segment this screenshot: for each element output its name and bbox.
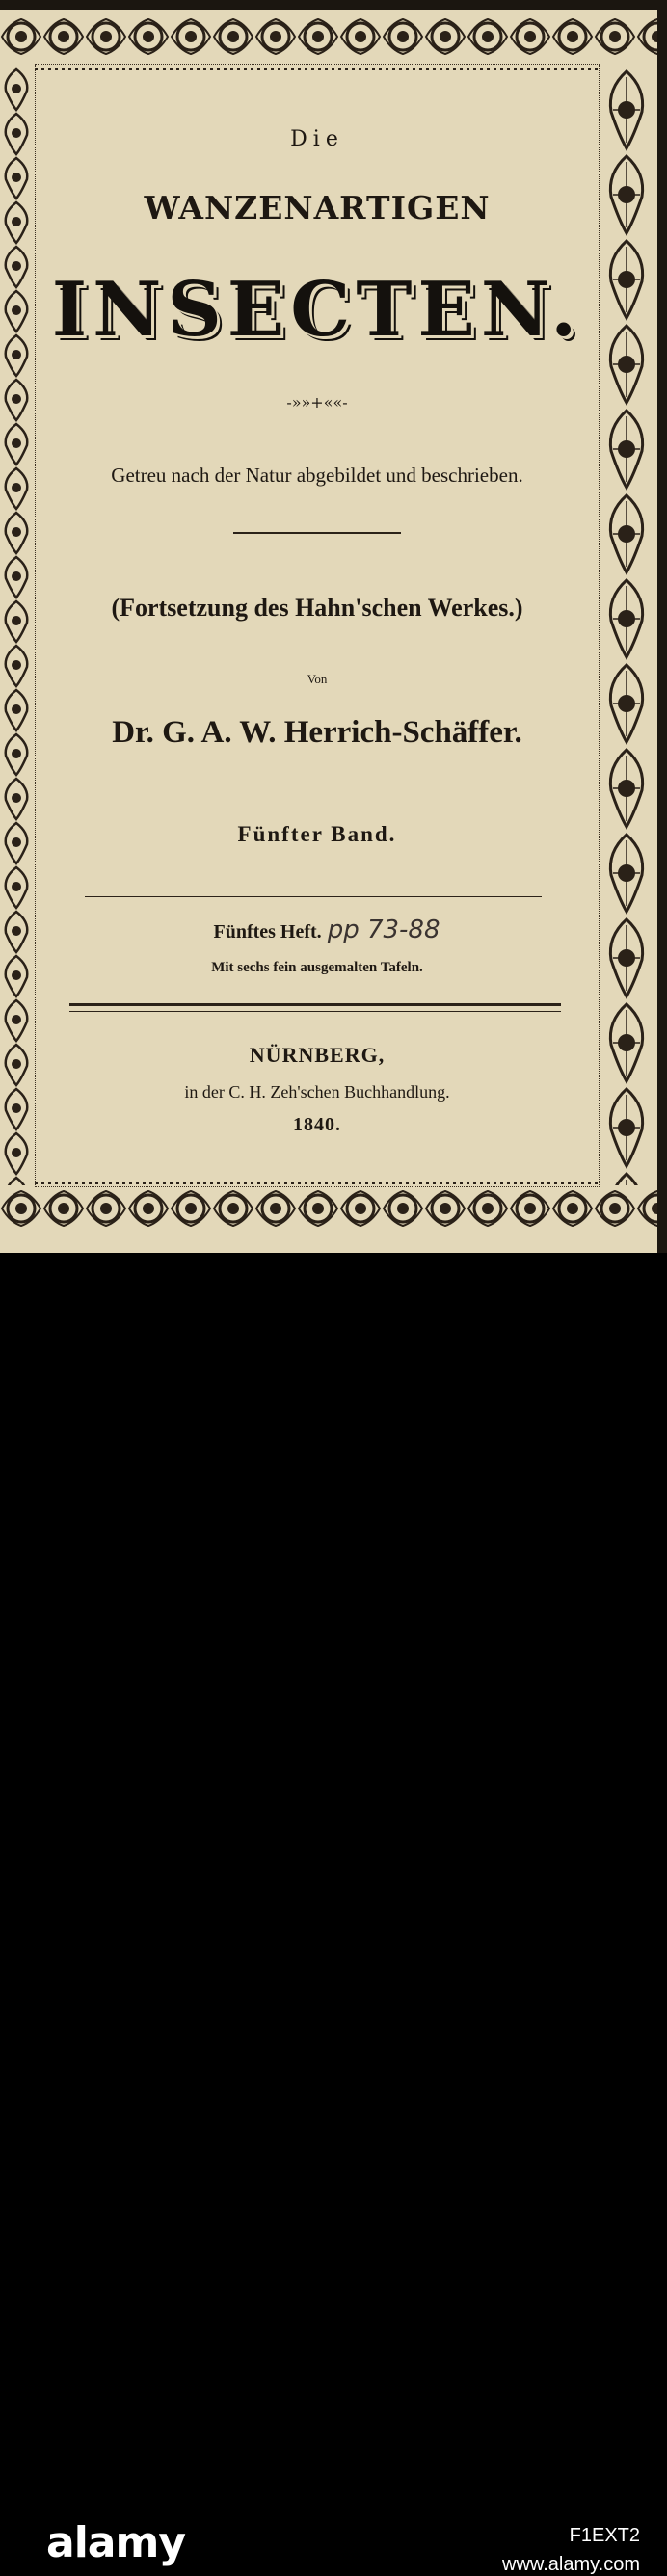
byline-von: Von: [307, 672, 328, 686]
page-edge-right: [657, 0, 667, 1253]
plates-note: Mit sechs fein ausgemalten Tafeln.: [211, 960, 423, 975]
subtitle-fortsetzung: (Fortsetzung des Hahn'schen Werkes.): [111, 594, 523, 622]
ornament-border-left: [0, 67, 33, 1185]
volume-band: Fünfter Band.: [237, 822, 397, 846]
subtitle-getreu: Getreu nach der Natur abgebildet und beschrieben.: [111, 464, 523, 487]
title-insecten: [44, 266, 590, 354]
image-id: F1EXT2: [569, 2525, 640, 2546]
imprint-year: 1840.: [293, 1114, 341, 1135]
watermark-url: www.alamy.com: [502, 2554, 640, 2575]
imprint-city: NÜRNBERG,: [249, 1043, 386, 1067]
ornament-border-right: [601, 67, 652, 1185]
issue-heft: Fünftes Heft.: [213, 921, 322, 943]
title-insecten-text: INSECTEN.: [51, 266, 583, 354]
fleuron-ornament: -»»+««-: [286, 393, 348, 412]
divider-rule-long: [85, 896, 542, 897]
title-wanzenartigen: WANZENARTIGEN: [144, 189, 491, 226]
title-page: [0, 0, 667, 1253]
author-name: Dr. G. A. W. Herrich-Schäffer.: [112, 715, 522, 750]
watermark-band: [0, 1253, 667, 2575]
divider-rule-double: [69, 1003, 561, 1012]
issue-line: [54, 916, 600, 944]
title-die: Die: [290, 127, 344, 151]
handwritten-pages: pp 73-88: [327, 916, 440, 944]
alamy-logo: alamy: [46, 2518, 185, 2567]
page-edge-top: [0, 0, 667, 10]
imprint-publisher: in der C. H. Zeh'schen Buchhandlung.: [184, 1082, 450, 1102]
ornament-border-bottom: [0, 1182, 657, 1243]
title-block: [44, 75, 590, 1174]
divider-rule-short: [233, 532, 401, 534]
ornament-border-top: [0, 10, 657, 71]
